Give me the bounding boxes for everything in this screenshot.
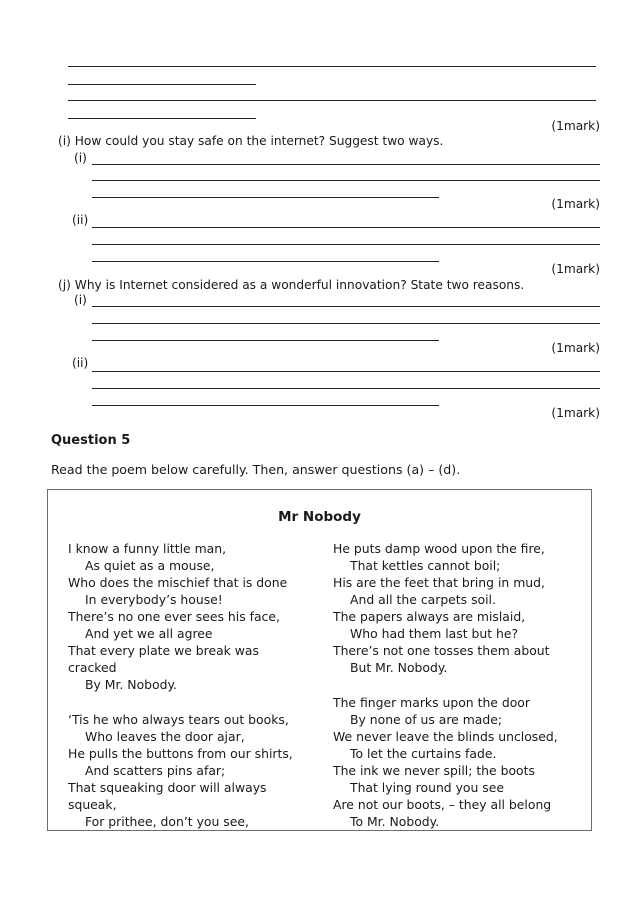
answer-line [92, 197, 439, 198]
poem-line: His are the feet that bring in mud, [333, 575, 545, 590]
poem-line: Who leaves the door ajar, [85, 729, 245, 744]
poem-line: And all the carpets soil. [350, 592, 496, 607]
poem-line: The ink we never spill; the boots [333, 763, 535, 778]
answer-line [68, 84, 256, 85]
poem-line: But Mr. Nobody. [350, 660, 448, 675]
poem-line: That kettles cannot boil; [350, 558, 501, 573]
answer-line [68, 100, 596, 101]
poem-line: There’s not one tosses them about [333, 643, 550, 658]
poem-line: To let the curtains fade. [350, 746, 497, 761]
poem-line: We never leave the blinds unclosed, [333, 729, 558, 744]
poem-line: Who does the mischief that is done [68, 575, 288, 590]
poem-line: To Mr. Nobody. [350, 814, 440, 829]
answer-line [92, 227, 600, 228]
answer-line [92, 306, 600, 307]
subpart-label: (i) [74, 293, 87, 307]
answer-line [68, 118, 256, 119]
poem-line: He pulls the buttons from our shirts, [68, 746, 293, 761]
poem-line: He puts damp wood upon the fire, [333, 541, 545, 556]
poem-line: For prithee, don’t you see, [85, 814, 249, 829]
poem-line: As quiet as a mouse, [85, 558, 215, 573]
mark-label: (1mark) [551, 197, 600, 211]
poem-line: By none of us are made; [350, 712, 503, 727]
answer-line [68, 66, 596, 67]
poem-box [47, 489, 592, 831]
answer-line [92, 371, 600, 372]
poem-line: Are not our boots, – they all belong [333, 797, 552, 812]
poem-line: squeak, [68, 797, 117, 812]
question-i-text: (i) How could you stay safe on the internet? Suggest two ways. [58, 134, 444, 148]
answer-line [92, 180, 600, 181]
poem-title: Mr Nobody [278, 509, 361, 525]
subpart-label: (ii) [72, 356, 89, 370]
poem-line: And scatters pins afar; [85, 763, 226, 778]
poem-line: cracked [68, 660, 117, 675]
question-5-heading: Question 5 [51, 433, 131, 448]
poem-line: And yet we all agree [85, 626, 213, 641]
mark-label: (1mark) [551, 119, 600, 133]
mark-label: (1mark) [551, 262, 600, 276]
poem-line: Who had them last but he? [350, 626, 519, 641]
poem-line: There’s no one ever sees his face, [68, 609, 280, 624]
poem-line: That squeaking door will always [68, 780, 267, 795]
answer-line [92, 388, 600, 389]
poem-line: That every plate we break was [68, 643, 259, 658]
poem-line: The papers always are mislaid, [333, 609, 526, 624]
poem-line: I know a funny little man, [68, 541, 227, 556]
answer-line [92, 244, 600, 245]
question-j-text: (j) Why is Internet considered as a wonderful innovation? State two reasons. [58, 278, 525, 292]
poem-line: In everybody’s house! [85, 592, 223, 607]
answer-line [92, 164, 600, 165]
mark-label: (1mark) [551, 406, 600, 420]
answer-line [92, 340, 439, 341]
answer-line [92, 261, 439, 262]
poem-line: The finger marks upon the door [333, 695, 530, 710]
poem-line: By Mr. Nobody. [85, 677, 177, 692]
poem-line: That lying round you see [350, 780, 505, 795]
subpart-label: (ii) [72, 213, 89, 227]
poem-line: ‘Tis he who always tears out books, [68, 712, 289, 727]
mark-label: (1mark) [551, 341, 600, 355]
subpart-label: (i) [74, 151, 87, 165]
question-5-instruction: Read the poem below carefully. Then, answer questions (a) – (d). [51, 462, 461, 477]
answer-line [92, 405, 439, 406]
answer-line [92, 323, 600, 324]
